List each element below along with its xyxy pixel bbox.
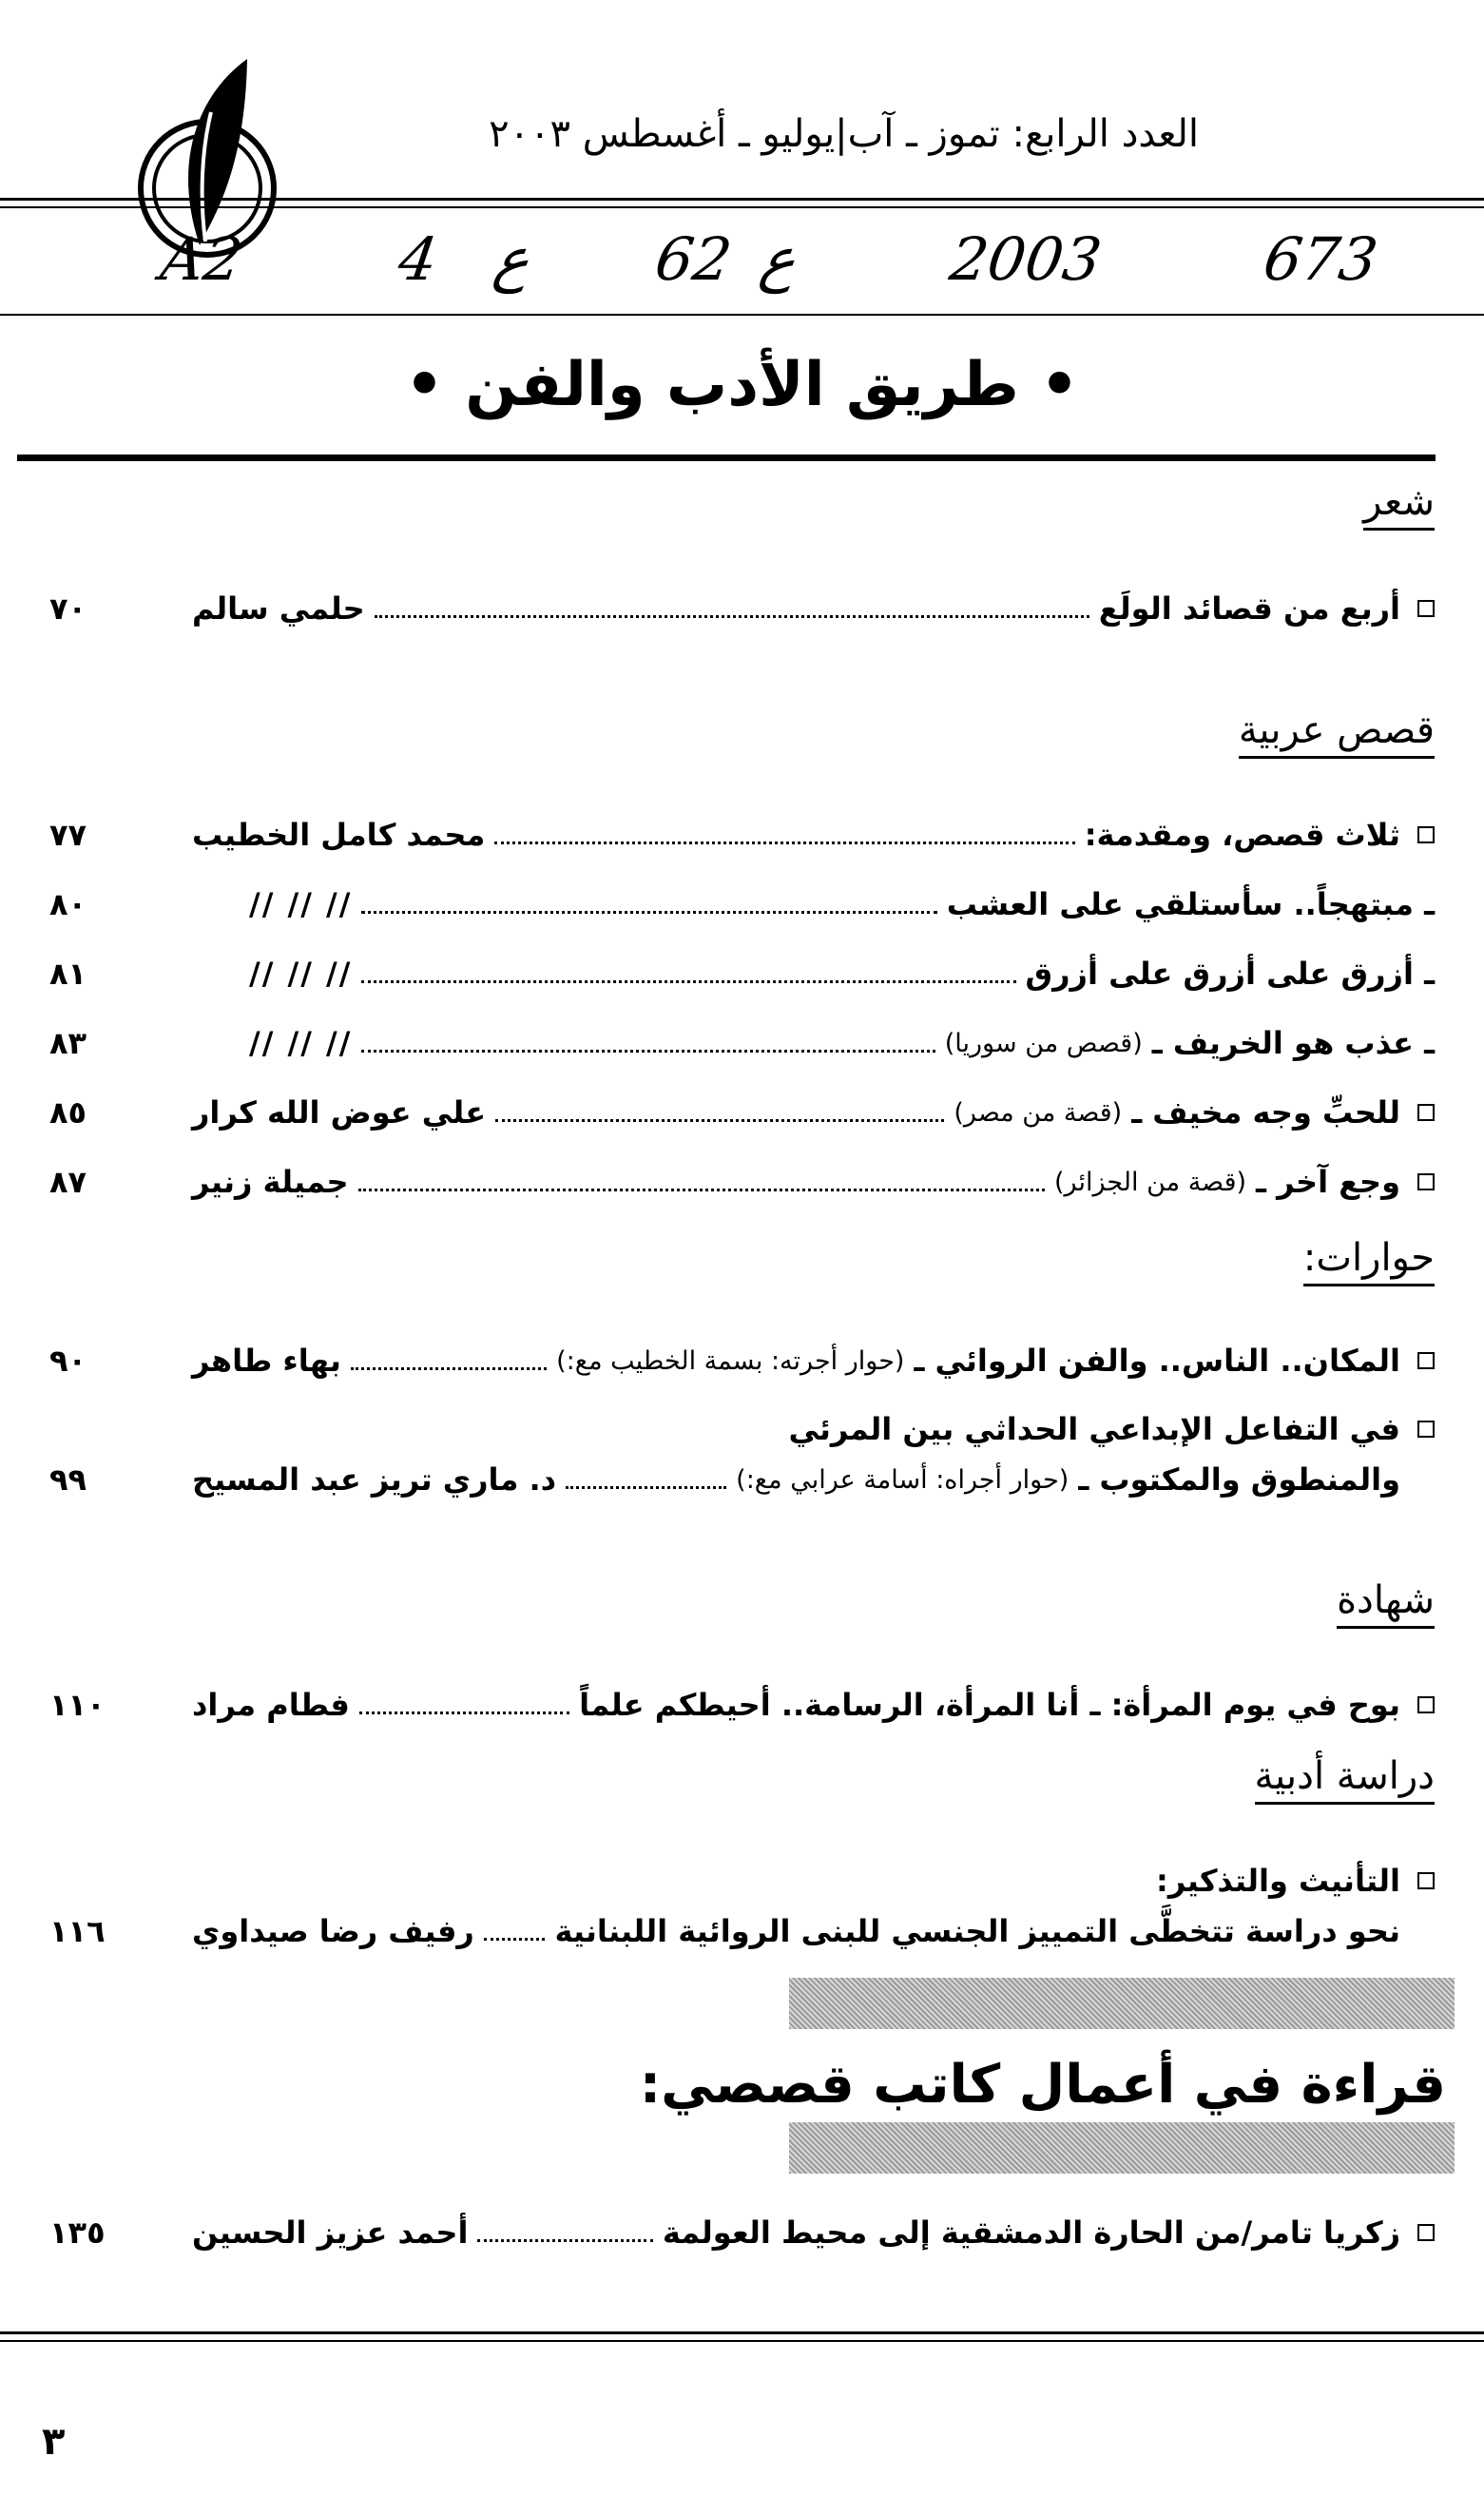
toc-subentry[interactable] xyxy=(49,947,1435,1000)
toc-entry[interactable] xyxy=(49,1334,1435,1387)
dot-leader xyxy=(351,1352,547,1370)
square-bullet-icon xyxy=(1417,1872,1435,1889)
dot-leader xyxy=(484,1923,546,1941)
entry-title: ـ عذب هو الخريف ـ xyxy=(1151,1025,1435,1061)
entry-author: فطام مراد xyxy=(192,1687,350,1723)
issue-line: العدد الرابع: تموز ـ آب|يوليو ـ أغسطس ٢٠٠٣ xyxy=(489,112,1199,156)
heading-arab-stories: قصص عربية xyxy=(1239,708,1435,759)
heading-interviews: حوارات: xyxy=(1303,1236,1435,1286)
dot-leader xyxy=(361,1035,935,1053)
entry-title: بوح في يوم المرأة: ـ أنا المرأة، الرسامة.. أحيطكم علماً xyxy=(579,1687,1400,1723)
entry-note: (حوار أجراه: أسامة عرابي مع:) xyxy=(736,1464,1070,1495)
entry-author: جميلة زنير xyxy=(192,1164,349,1200)
square-bullet-icon xyxy=(1417,1696,1435,1713)
entry-note: (قصص من سوريا) xyxy=(944,1028,1143,1058)
toc-subentry[interactable] xyxy=(49,878,1435,931)
toc-entry[interactable] xyxy=(49,1678,1435,1731)
toc-entry[interactable] xyxy=(49,582,1435,635)
shaded-band xyxy=(789,2122,1455,2174)
entry-title-line2: نحو دراسة تتخطَّى التمييز الجنسي للبنى الروائية اللبنانية xyxy=(554,1913,1400,1949)
handwritten-mark: ع xyxy=(489,224,535,294)
footer-rule xyxy=(0,2331,1484,2342)
entry-title: زكريا تامر/من الحارة الدمشقية إلى محيط العولمة xyxy=(662,2215,1400,2251)
entry-title-line2: والمنطوق والمكتوب ـ xyxy=(1078,1461,1400,1498)
entry-author: د. ماري تريز عبد المسيح xyxy=(192,1461,557,1498)
dot-leader xyxy=(359,1696,569,1714)
square-bullet-icon xyxy=(1417,826,1435,843)
entry-author: محمد كامل الخطيب xyxy=(192,817,486,853)
handwritten-mark: 673 xyxy=(1259,224,1382,294)
toc-entry-continuation[interactable] xyxy=(49,1905,1435,1958)
dot-leader xyxy=(495,1104,944,1122)
entry-page: ٨٥ xyxy=(49,1094,87,1131)
dot-leader xyxy=(361,965,1015,983)
title-rule xyxy=(17,455,1436,461)
dot-leader xyxy=(358,1173,1045,1191)
entry-page: ٨١ xyxy=(49,956,87,992)
header-underline xyxy=(0,314,1484,316)
entry-page: ٨٠ xyxy=(49,886,87,922)
toc-entry[interactable] xyxy=(49,2206,1435,2259)
dot-leader xyxy=(477,2224,652,2242)
ditto-marks: // // // xyxy=(249,886,353,922)
handwritten-mark: 62 xyxy=(650,224,737,294)
entry-author: رفيف رضا صيداوي xyxy=(192,1913,474,1949)
handwritten-mark: A2 xyxy=(156,224,247,294)
dot-leader xyxy=(375,600,1089,618)
square-bullet-icon xyxy=(1417,2224,1435,2241)
ditto-marks: // // // xyxy=(249,1025,353,1061)
entry-author: حلمي سالم xyxy=(192,590,365,627)
square-bullet-icon xyxy=(1417,1352,1435,1369)
square-bullet-icon xyxy=(1417,1421,1435,1438)
entry-title: وجع آخر ـ xyxy=(1256,1164,1400,1200)
toc-entry-continuation[interactable] xyxy=(49,1453,1435,1506)
handwritten-mark: 4 xyxy=(394,224,442,294)
dot-leader xyxy=(361,896,936,914)
entry-title-line1: في التفاعل الإبداعي الحداثي بين المرئي xyxy=(788,1411,1400,1447)
heading-reading: قراءة في أعمال كاتب قصصي: xyxy=(639,2054,1446,2116)
square-bullet-icon xyxy=(1417,1104,1435,1121)
entry-page: ٩٠ xyxy=(49,1343,87,1379)
heading-poetry: شعر xyxy=(1363,480,1435,531)
handwritten-mark: ع xyxy=(755,224,801,294)
entry-title: للحبِّ وجه مخيف ـ xyxy=(1131,1094,1400,1131)
entry-author: بهاء طاهر xyxy=(192,1343,341,1379)
toc-entry[interactable] xyxy=(49,808,1435,861)
entry-author: علي عوض الله كرار xyxy=(192,1094,487,1131)
entry-title: أربع من قصائد الولَع xyxy=(1098,590,1400,627)
entry-note: (حوار أجرته: بسمة الخطيب مع:) xyxy=(556,1345,905,1376)
page-number: ٣ xyxy=(42,2420,66,2464)
ditto-marks: // // // xyxy=(249,956,353,992)
entry-page: ٧٠ xyxy=(49,590,87,627)
entry-title: المكان.. الناس.. والفن الروائي ـ xyxy=(914,1343,1400,1379)
entry-page: ١٣٥ xyxy=(49,2215,106,2251)
entry-title-line1: التأنيث والتذكير: xyxy=(1156,1863,1400,1899)
heading-testimony: شهادة xyxy=(1337,1578,1435,1629)
entry-author: أحمد عزيز الحسين xyxy=(192,2215,469,2251)
heading-literary-study: دراسة أدبية xyxy=(1255,1754,1436,1805)
header-rule xyxy=(0,198,1484,208)
entry-note: (قصة من مصر) xyxy=(954,1097,1123,1128)
square-bullet-icon xyxy=(1417,1173,1435,1190)
entry-title: ـ مبتهجاً.. سأستلقي على العشب xyxy=(946,886,1435,922)
entry-page: ٧٧ xyxy=(49,817,87,853)
dot-leader xyxy=(494,826,1074,844)
section-title: • طريق الأدب والفن • xyxy=(405,350,1079,420)
handwritten-mark: 2003 xyxy=(945,224,1106,294)
toc-entry-multiline[interactable] xyxy=(49,1854,1435,1907)
entry-page: ٨٣ xyxy=(49,1025,87,1061)
entry-page: ١١٠ xyxy=(49,1687,106,1723)
toc-entry[interactable] xyxy=(49,1086,1435,1139)
entry-title: ثلاث قصص، ومقدمة: xyxy=(1084,817,1400,853)
dot-leader xyxy=(566,1471,726,1489)
entry-page: ١١٦ xyxy=(49,1913,106,1949)
entry-page: ٨٧ xyxy=(49,1164,87,1200)
toc-entry[interactable] xyxy=(49,1155,1435,1209)
toc-subentry[interactable] xyxy=(49,1016,1435,1070)
toc-entry-multiline[interactable] xyxy=(49,1402,1435,1456)
shaded-band xyxy=(789,1978,1455,2029)
square-bullet-icon xyxy=(1417,600,1435,617)
entry-note: (قصة من الجزائر) xyxy=(1054,1167,1247,1197)
entry-page: ٩٩ xyxy=(49,1461,87,1498)
entry-title: ـ أزرق على أزرق على أزرق xyxy=(1025,956,1435,992)
